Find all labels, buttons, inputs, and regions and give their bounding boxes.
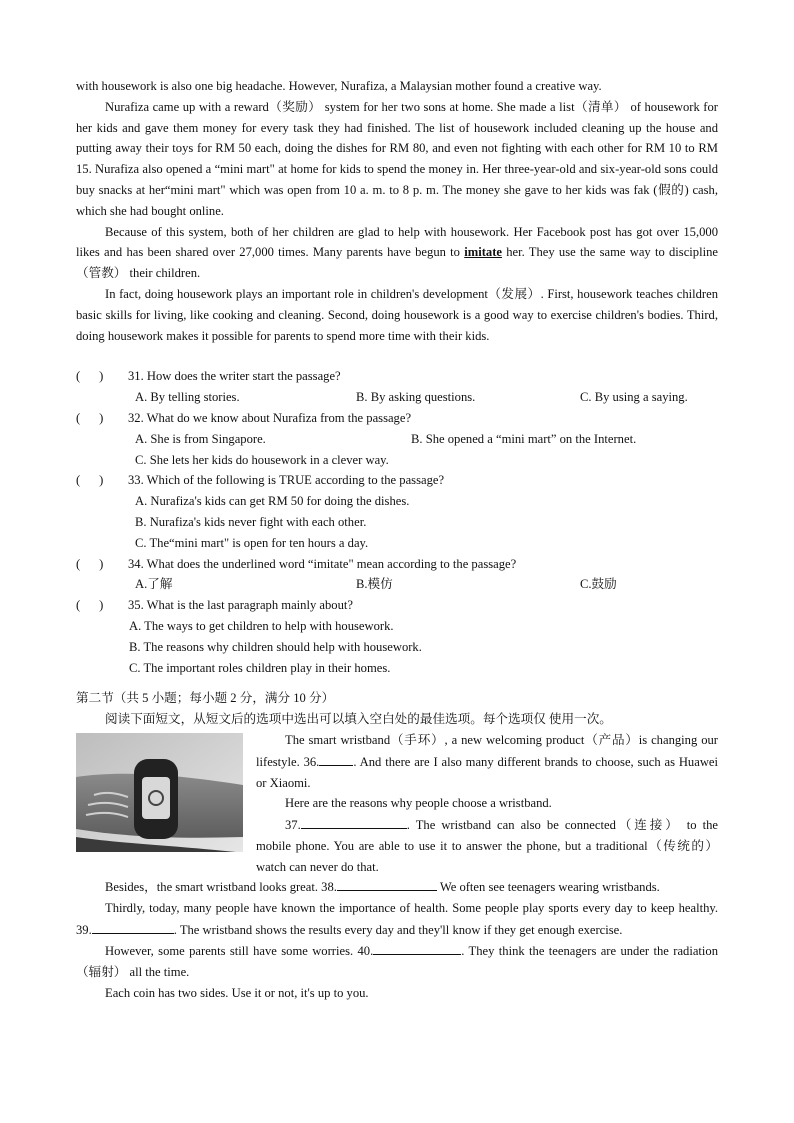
question-33 bbox=[76, 470, 718, 491]
option-c[interactable]: C. The important roles children play in their homes. bbox=[129, 660, 391, 675]
text-40a: However, some parents still have some worries. 40. bbox=[105, 944, 374, 959]
para2-text-b: her. They use the same way to discipline （管教） their children. bbox=[76, 245, 718, 281]
text-38a: Besides，the smart wristband looks great. 38. bbox=[105, 879, 337, 894]
blank-40[interactable] bbox=[373, 940, 461, 955]
option-b[interactable]: B.模仿 bbox=[356, 577, 393, 592]
option-b[interactable]: B. She opened a “mini mart” on the Internet. bbox=[411, 431, 637, 446]
options-31 bbox=[76, 387, 718, 408]
blank-38[interactable] bbox=[337, 876, 437, 891]
option-a[interactable]: A.了解 bbox=[135, 577, 173, 592]
options-34 bbox=[76, 574, 718, 595]
answer-bracket[interactable]: ( ) bbox=[76, 473, 104, 488]
para2-text-a: Because of this system, both of her children are glad to help with housework. Her Facebook post has got over 15,000 likes and has been shared over 27,000 times. Many parents have begun to bbox=[76, 224, 718, 260]
question-stem: 33. Which of the following is TRUE according to the passage? bbox=[128, 473, 445, 488]
text-38b: We often see teenagers wearing wristbands. bbox=[436, 879, 660, 894]
wristband-text bbox=[256, 730, 718, 878]
text-36b: . And there are I also many different brands to choose, such as Huawei or Xiaomi. bbox=[256, 754, 718, 790]
option-b[interactable]: B. The reasons why children should help with housework. bbox=[129, 639, 422, 654]
para-38 bbox=[76, 876, 718, 898]
answer-bracket[interactable]: ( ) bbox=[76, 410, 104, 425]
option-c[interactable]: C.鼓励 bbox=[580, 577, 617, 592]
wristband-para-3 bbox=[256, 814, 718, 877]
question-32 bbox=[76, 408, 718, 429]
option-c[interactable]: C. She lets her kids do housework in a clever way. bbox=[135, 452, 389, 467]
option-a[interactable]: A. By telling stories. bbox=[135, 390, 240, 405]
wristband-image-icon bbox=[76, 733, 243, 852]
option-b[interactable]: B. By asking questions. bbox=[356, 390, 476, 405]
passage-para-0: with housework is also one big headache. However, Nurafiza, a Malaysian mother found a creative way. bbox=[76, 79, 602, 93]
text-39a: Thirdly, today, many people have known the importance of health. Some people play sports every day to keep healthy. 39. bbox=[76, 900, 718, 937]
closing-para: Each coin has two sides. Use it or not, it's up to you. bbox=[105, 985, 369, 1000]
answer-bracket[interactable]: ( ) bbox=[76, 369, 104, 384]
answer-bracket[interactable]: ( ) bbox=[76, 598, 104, 613]
wristband-para-2: Here are the reasons why people choose a wristband. bbox=[285, 796, 552, 811]
question-stem: 34. What does the underlined word “imitate" mean according to the passage? bbox=[128, 556, 517, 571]
page bbox=[76, 76, 718, 1004]
text-37b: . The wristband can also be connected（连接） to the mobile phone. You are able to use it to answer the phone, but a traditional（传统的） watch can never do that. bbox=[256, 818, 718, 874]
text-40b: . They think the teenagers are under the radiation （辐射） all the time. bbox=[76, 944, 719, 980]
spacer bbox=[76, 346, 718, 366]
option-b[interactable]: B. Nurafiza's kids never fight with each other. bbox=[135, 514, 367, 529]
question-stem: 31. How does the writer start the passage? bbox=[128, 369, 341, 384]
option-a[interactable]: A. She is from Singapore. bbox=[135, 431, 266, 446]
text-39b: . The wristband shows the results every day and they'll know if they get enough exercise. bbox=[173, 922, 623, 937]
text-36a: The smart wristband（手环）, a new welcoming product（产品）is changing our lifestyle. 36. bbox=[256, 732, 718, 769]
options-32 bbox=[76, 429, 718, 450]
answer-bracket[interactable]: ( ) bbox=[76, 556, 104, 571]
question-stem: 32. What do we know about Nurafiza from the passage? bbox=[128, 410, 412, 425]
passage-para-2 bbox=[76, 222, 718, 284]
option-c[interactable]: C. By using a saying. bbox=[580, 390, 688, 405]
wristband-photo bbox=[76, 733, 243, 852]
question-stem: 35. What is the last paragraph mainly about? bbox=[128, 598, 353, 613]
question-34 bbox=[76, 554, 718, 575]
blank-36[interactable] bbox=[319, 751, 353, 766]
passage-para-3: In fact, doing housework plays an important role in children's development（发展）. First, housework teaches children basic skills for living, like cooking and cleaning. Second, doing housework is a good way to exercise children's bodies. Third, doing housework makes it possible for parents to spend more time with their kids. bbox=[76, 286, 718, 343]
option-a[interactable]: A. The ways to get children to help with housework. bbox=[129, 618, 394, 633]
option-c[interactable]: C. The“mini mart" is open for ten hours a day. bbox=[135, 535, 369, 550]
wristband-para-1 bbox=[256, 730, 718, 793]
text-37a: 37. bbox=[285, 818, 301, 833]
blank-37[interactable] bbox=[301, 814, 407, 829]
wristband-block bbox=[76, 730, 718, 876]
blank-39[interactable] bbox=[92, 919, 174, 934]
underlined-word: imitate bbox=[464, 245, 502, 260]
section-instruction: 阅读下面短文，从短文后的选项中选出可以填入空白处的最佳选项。每个选项仅 使用一次。 bbox=[105, 712, 612, 727]
passage-para-1: Nurafiza came up with a reward（奖励） system for her two sons at home. She made a list（清单） of housework for her kids and gave them money for every task they had finished. The list of housework included cleaning up the house and putting away their toys for RM 50 each, doing the dishes for RM 80, and even not fighting with each other for RM 10 to RM 15. Nurafiza also opened a “mini mart" at home for kids to spend the money in. Her three-year-old and six-year-old sons could buy snacks at her“mini mart" which was open from 10 a. m. to 8 p. m. The money she gave to her kids was fak (假的) cash, which she had bought online. bbox=[76, 99, 718, 218]
para-39 bbox=[76, 898, 718, 941]
question-35 bbox=[76, 595, 718, 616]
question-31 bbox=[76, 366, 718, 387]
section-title: 第二节（共 5 小题；每小题 2 分，满分 10 分） bbox=[76, 691, 335, 706]
option-a[interactable]: A. Nurafiza's kids can get RM 50 for doing the dishes. bbox=[135, 494, 410, 509]
para-40 bbox=[76, 940, 718, 983]
